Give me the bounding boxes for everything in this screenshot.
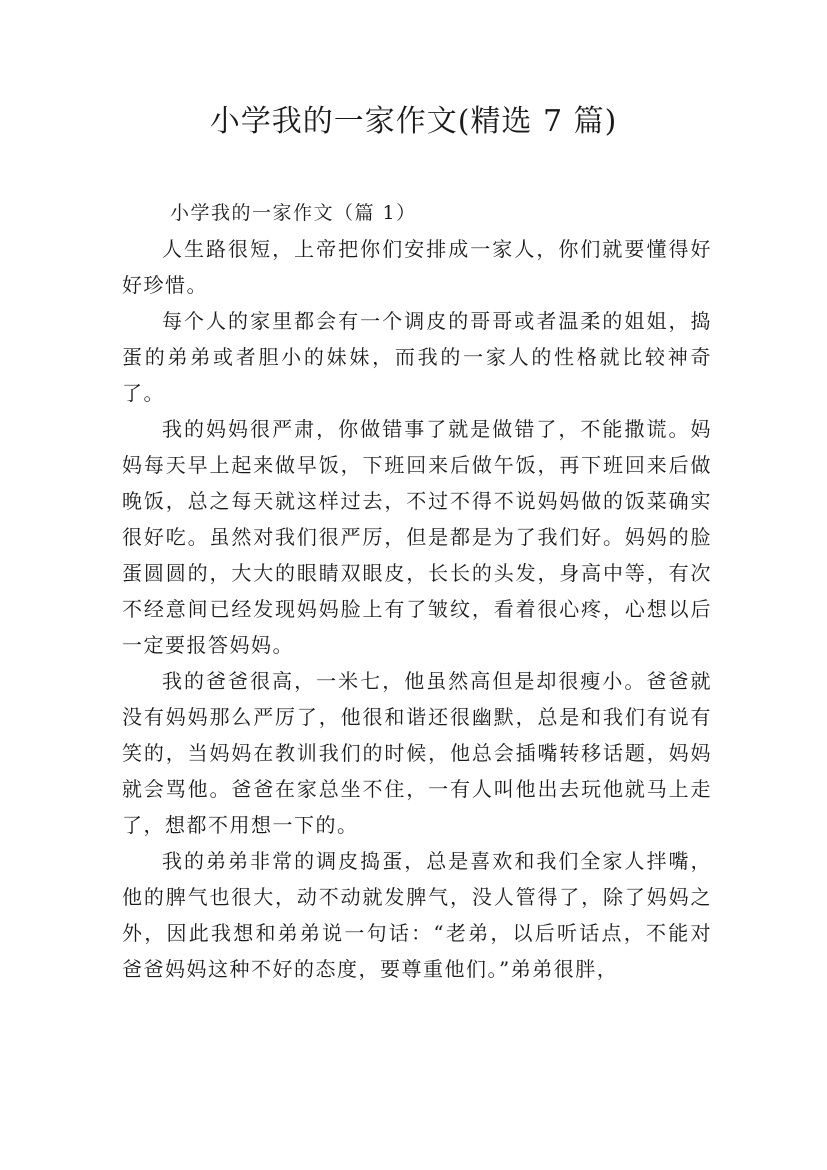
paragraph-5: 我的弟弟非常的调皮捣蛋，总是喜欢和我们全家人拌嘴，他的脾气也很大，动不动就发脾气，没人管得了，除了妈妈之外，因此我想和弟弟说一句话：“老弟，以后听话点，不能对爸爸妈妈这种不好的态度，要尊重他们。”弟弟很胖， (122, 849, 712, 981)
paragraph-2: 每个人的家里都会有一个调皮的哥哥或者温柔的姐姐，捣蛋的弟弟或者胆小的妹妹，而我的一家人的性格就比较神奇了。 (122, 309, 712, 405)
document-body (122, 195, 712, 987)
paragraph-4: 我的爸爸很高，一米七，他虽然高但是却很瘦小。爸爸就没有妈妈那么严厉了，他很和谐还很幽默，总是和我们有说有笑的，当妈妈在教训我们的时候，他总会插嘴转移话题，妈妈就会骂他。爸爸在家总坐不住，一有人叫他出去玩他就马上走了，想都不用想一下的。 (122, 669, 712, 837)
document-title: 小学我的一家作文(精选 7 篇) (209, 104, 618, 139)
paragraph-3: 我的妈妈很严肃，你做错事了就是做错了，不能撒谎。妈妈每天早上起来做早饭，下班回来后做午饭，再下班回来后做晚饭，总之每天就这样过去，不过不得不说妈妈做的饭菜确实很好吃。虽然对我们很严厉，但是都是为了我们好。妈妈的脸蛋圆圆的，大大的眼睛双眼皮，长长的头发，身高中等，有次不经意间已经发现妈妈脸上有了皱纹，看着很心疼，心想以后一定要报答妈妈。 (122, 417, 712, 657)
section-heading: 小学我的一家作文（篇 1） (170, 202, 417, 224)
paragraph-1: 人生路很短，上帝把你们安排成一家人，你们就要懂得好好珍惜。 (122, 237, 712, 297)
